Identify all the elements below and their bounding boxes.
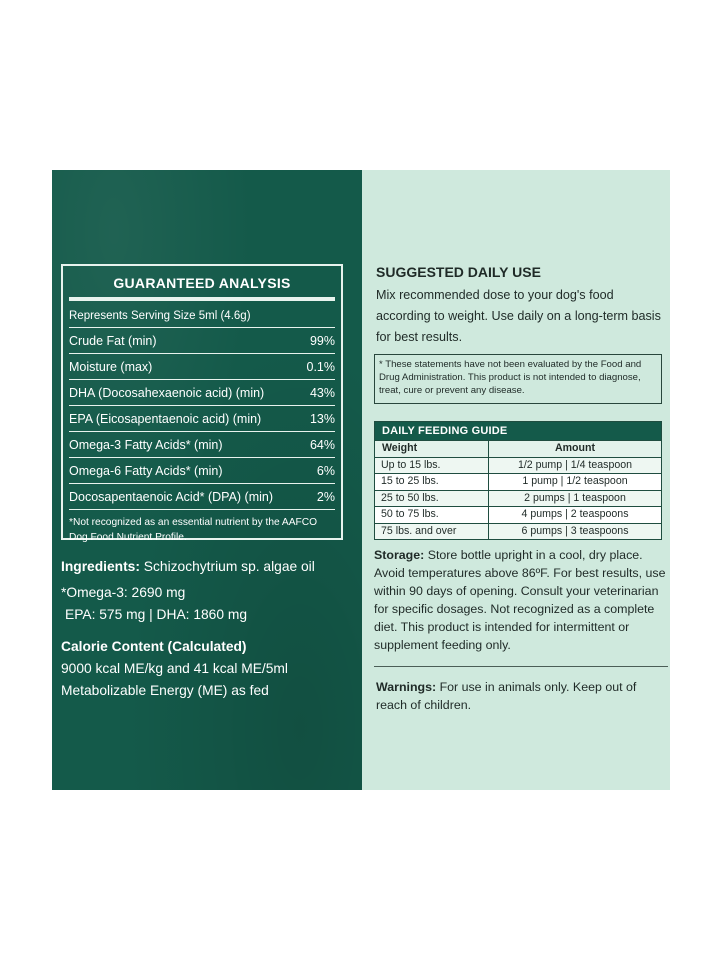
ingredients — [61, 556, 356, 578]
analysis-label: Moisture (max) — [69, 359, 153, 374]
analysis-row — [69, 327, 335, 353]
row-weight: 75 lbs. and over — [375, 524, 489, 540]
omega-content — [61, 582, 356, 626]
analysis-row — [69, 379, 335, 405]
analysis-footnote: *Not recognized as an essential nutrient by the AAFCO Dog Food Nutrient Profile. — [69, 509, 335, 545]
analysis-value: 13% — [309, 411, 335, 426]
header-amount: Amount — [554, 442, 595, 454]
analysis-value: 99% — [309, 333, 335, 348]
analysis-label: Omega-3 Fatty Acids* (min) — [69, 437, 223, 452]
epa-dha-line: EPA: 575 mg | DHA: 1860 mg — [65, 607, 248, 622]
analysis-value: 0.1% — [306, 359, 335, 374]
analysis-value: 43% — [309, 385, 335, 400]
analysis-label: DHA (Docosahexaenoic acid) (min) — [69, 385, 265, 400]
fda-disclaimer: * These statements have not been evaluated by the Food and Drug Administration. This product is not intended to diagnose, treat, cure or prevent any disease. — [374, 354, 662, 404]
storage-text: Store bottle upright in a cool, dry place. Avoid temperatures above 86ºF. For best results, use within 90 days of opening. Consult your veterinarian for specific dosages. Not recognized as a complete diet. This product is intended for intermittent or supplement feeding only. — [374, 548, 666, 652]
feeding-guide-table — [374, 421, 662, 540]
analysis-label: Crude Fat (min) — [69, 333, 157, 348]
calorie-line-2: Metabolizable Energy (ME) as fed — [61, 683, 269, 698]
row-amount: 4 pumps | 2 teaspoons — [521, 508, 629, 520]
analysis-value: 2% — [316, 489, 335, 504]
calorie-line-1: 9000 kcal ME/kg and 41 kcal ME/5ml — [61, 661, 288, 676]
section-divider — [374, 666, 668, 667]
analysis-label: Omega-6 Fatty Acids* (min) — [69, 463, 223, 478]
omega3-line: *Omega-3: 2690 mg — [61, 585, 186, 600]
analysis-value: 6% — [316, 463, 335, 478]
analysis-value: 64% — [309, 437, 335, 452]
analysis-row — [69, 431, 335, 457]
analysis-row — [69, 457, 335, 483]
feeding-guide-title: DAILY FEEDING GUIDE — [375, 422, 661, 440]
right-panel — [362, 170, 670, 790]
row-weight: 15 to 25 lbs. — [375, 474, 489, 490]
warnings-label: Warnings: — [376, 680, 437, 694]
guaranteed-analysis-box — [61, 264, 343, 543]
row-weight: 25 to 50 lbs. — [375, 491, 489, 507]
analysis-row — [69, 483, 335, 509]
analysis-rows — [69, 327, 335, 509]
calorie-content — [61, 636, 356, 702]
analysis-row — [69, 405, 335, 431]
feeding-row — [375, 523, 661, 540]
feeding-row — [375, 473, 661, 490]
ingredients-label: Ingredients: — [61, 559, 140, 574]
feeding-row — [375, 457, 661, 474]
header-weight: Weight — [375, 441, 489, 457]
row-weight: 50 to 75 lbs. — [375, 507, 489, 523]
analysis-row — [69, 353, 335, 379]
analysis-label: Docosapentaenoic Acid* (DPA) (min) — [69, 489, 274, 504]
row-amount: 6 pumps | 3 teaspoons — [521, 524, 629, 537]
row-weight: Up to 15 lbs. — [375, 458, 489, 474]
row-amount: 2 pumps | 1 teaspoon — [524, 491, 626, 504]
row-amount: 1/2 pump | 1/4 teaspoon — [517, 458, 633, 471]
warnings-info — [376, 678, 666, 714]
analysis-label: EPA (Eicosapentaenoic acid) (min) — [69, 411, 262, 426]
calorie-title: Calorie Content (Calculated) — [61, 639, 247, 654]
feeding-row — [375, 506, 661, 523]
feeding-row — [375, 490, 661, 507]
storage-info — [374, 546, 666, 654]
guaranteed-analysis-title: GUARANTEED ANALYSIS — [113, 275, 291, 291]
serving-size: Represents Serving Size 5ml (4.6g) — [69, 310, 251, 322]
left-panel — [52, 170, 362, 790]
row-amount: 1 pump | 1/2 teaspoon — [522, 475, 628, 487]
suggested-use-title: SUGGESTED DAILY USE — [376, 264, 541, 280]
feeding-guide-header — [375, 440, 661, 457]
ingredients-text: Schizochytrium sp. algae oil — [139, 559, 315, 574]
warnings-text: For use in animals only. Keep out of reach of children. — [376, 680, 637, 712]
suggested-use-body: Mix recommended dose to your dog's food according to weight. Use daily on a long-term basis for best results. — [376, 288, 661, 344]
storage-label: Storage: — [374, 548, 425, 562]
